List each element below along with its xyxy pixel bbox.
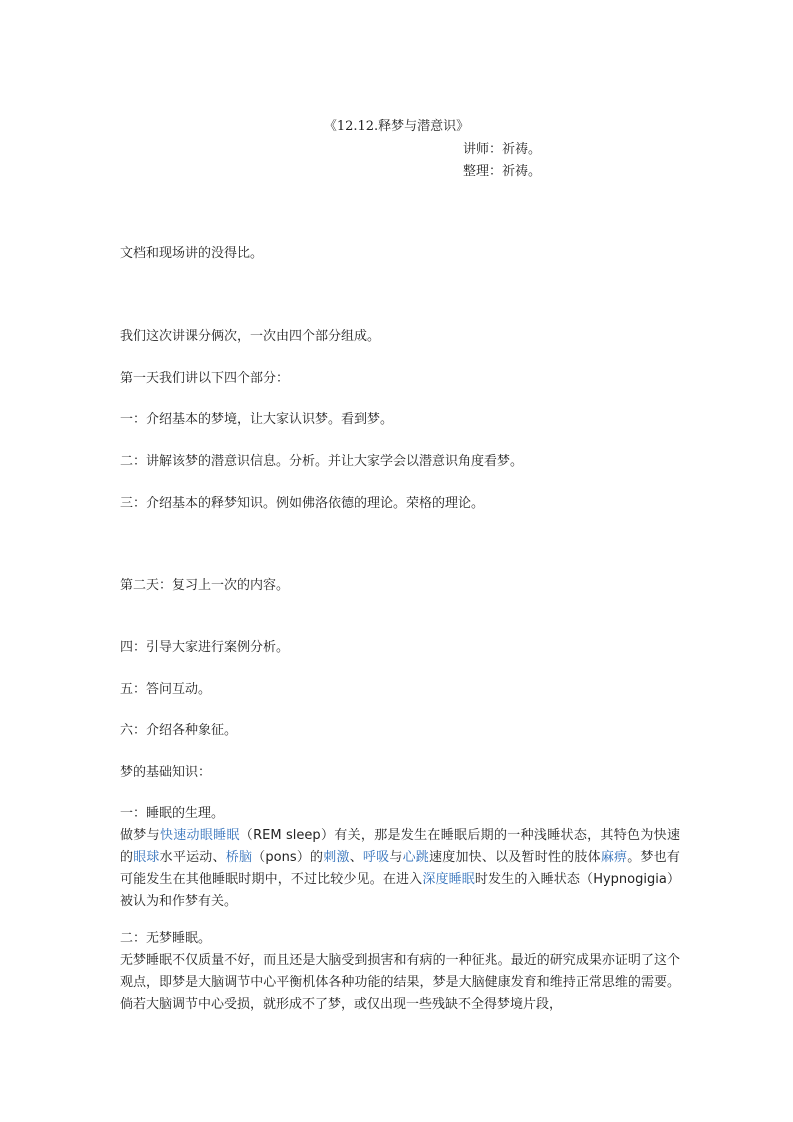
link-stimulation[interactable]: 刺激	[323, 850, 350, 865]
agenda-item-6: 六：介绍各种象征。	[120, 723, 238, 738]
agenda-item-3: 三：介绍基本的释梦知识。例如佛洛依德的理论。荣格的理论。	[120, 496, 485, 511]
day2-header: 第二天：复习上一次的内容。	[120, 578, 290, 593]
lecturer-credit: 讲师：祈祷。	[463, 142, 542, 157]
text-run: 水平运动、	[159, 850, 226, 865]
text-run: （	[252, 850, 266, 865]
day1-header: 第一天我们讲以下四个部分：	[120, 371, 290, 386]
agenda-item-2: 二：讲解该梦的潜意识信息。分析。并让大家学会以潜意识角度看梦。	[120, 454, 524, 469]
text-run: Hypnogigia	[593, 872, 667, 887]
link-pons[interactable]: 桥脑	[225, 850, 253, 865]
text-run: REM sleep	[253, 828, 321, 843]
link-paralysis[interactable]: 麻痹	[600, 850, 628, 865]
link-deep-sleep[interactable]: 深度睡眠	[422, 872, 475, 887]
agenda-item-5: 五：答问互动。	[120, 682, 212, 697]
section-dreamless-sleep	[120, 928, 680, 1016]
document-title: 《12.12.释梦与潜意识》	[323, 119, 470, 134]
agenda-item-1: 一：介绍基本的梦境，让大家认识梦。看到梦。	[120, 412, 394, 427]
section-sleep-physiology	[120, 803, 680, 913]
intro-note: 文档和现场讲的没得比。	[120, 246, 264, 261]
editor-credit: 整理：祈祷。	[463, 164, 542, 179]
text-run: 做梦与	[120, 828, 160, 843]
basics-header: 梦的基础知识：	[120, 765, 212, 780]
text-run: （	[239, 828, 254, 843]
text-run: ）有关，那是发生在睡眠后期的一种浅睡状态，其特色为快速的	[120, 828, 680, 865]
section-paragraph: 无梦睡眠不仅质量不好，而且还是大脑受到损害和有病的一种征兆。最近的研究成果亦证明了这个观点，即梦是大脑调节中心平衡机体各种功能的结果，梦是大脑健康发育和维持正常思维的需要。倘若大脑调节中心受损，就形成不了梦，或仅出现一些残缺不全得梦境片段，	[120, 953, 680, 1012]
link-breathing[interactable]: 呼吸	[362, 850, 390, 865]
link-eyeball[interactable]: 眼球	[133, 850, 160, 865]
text-run: 时发生的入睡状态（	[474, 872, 594, 887]
text-run: 。梦也有可能发生在其他睡眠时期中，不过比较少见。在进入	[120, 850, 680, 887]
agenda-item-4: 四：引导大家进行案例分析。	[120, 640, 290, 655]
section-heading: 二：无梦睡眠。	[120, 931, 212, 946]
text-run: ）的	[296, 850, 324, 865]
text-run: pons	[265, 850, 297, 865]
text-run: 、	[349, 850, 363, 865]
course-split-line: 我们这次讲课分俩次，一次由四个部分组成。	[120, 329, 381, 344]
link-rem-sleep[interactable]: 快速动眼睡眠	[159, 828, 240, 843]
text-run: 速度加快、以及暂时性的肢体	[429, 850, 601, 865]
text-run: 与	[389, 850, 403, 865]
section-paragraph	[120, 825, 680, 913]
section-heading: 一：睡眠的生理。	[120, 806, 225, 821]
text-run: ）被认为和作梦有关。	[120, 872, 680, 909]
link-heartbeat[interactable]: 心跳	[402, 850, 430, 865]
